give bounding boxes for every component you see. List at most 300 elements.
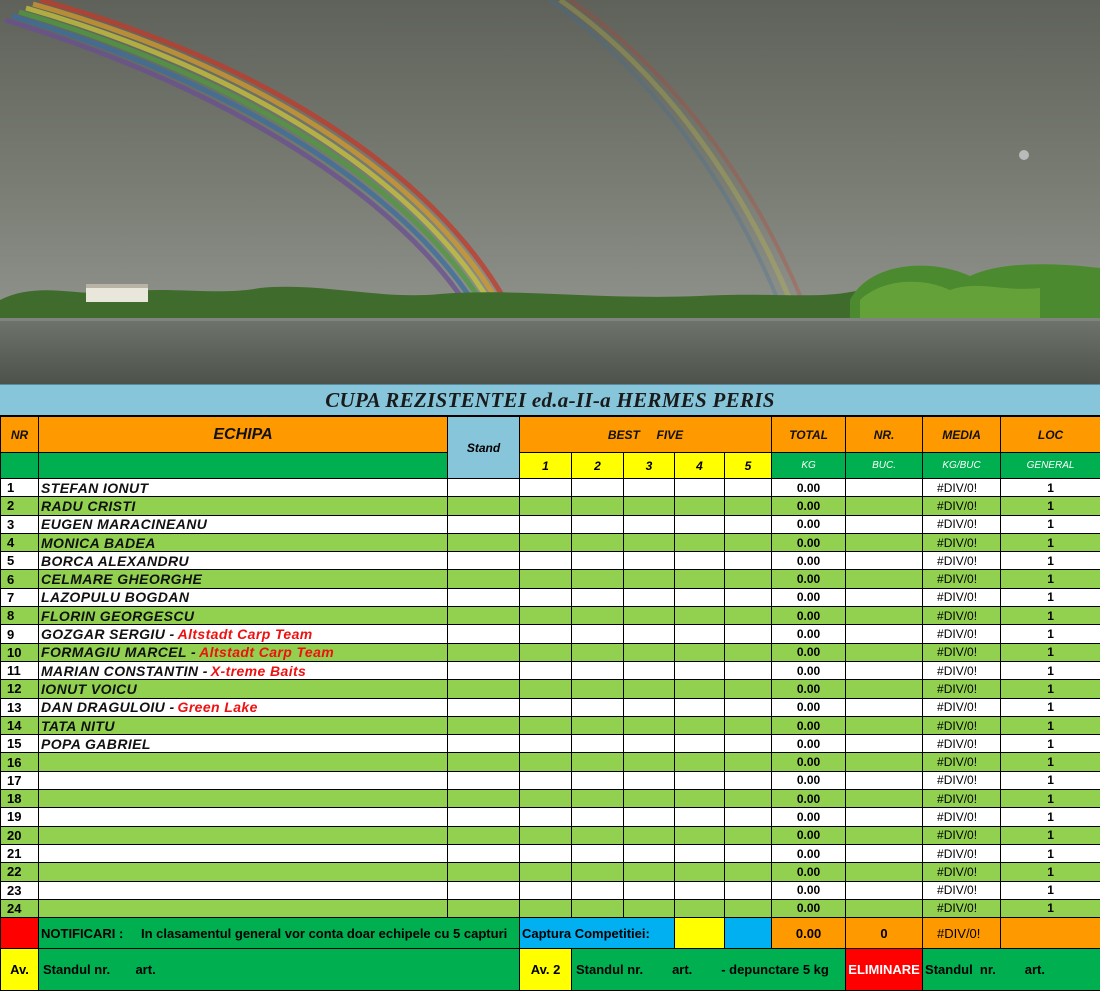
row-best-2[interactable]	[572, 863, 624, 881]
row-nr-buc[interactable]	[846, 497, 923, 515]
row-loc: 1	[1001, 753, 1100, 771]
header-best-five: BEST FIVE	[520, 417, 772, 453]
row-nr: 3	[1, 515, 39, 533]
row-best-5[interactable]	[725, 863, 772, 881]
row-best-2[interactable]	[572, 826, 624, 844]
row-best-3[interactable]	[624, 570, 675, 588]
row-best-2[interactable]	[572, 533, 624, 551]
table-row	[1, 533, 1100, 551]
row-echipa[interactable]	[39, 497, 448, 515]
row-nr: 7	[1, 588, 39, 606]
row-echipa[interactable]	[39, 716, 448, 734]
row-nr: 4	[1, 533, 39, 551]
subheader-nr-blank	[1, 453, 39, 479]
row-media: #DIV/0!	[923, 588, 1001, 606]
row-total-kg: 0.00	[772, 881, 846, 899]
row-best-3[interactable]	[624, 680, 675, 698]
row-stand[interactable]	[448, 570, 520, 588]
row-media: #DIV/0!	[923, 753, 1001, 771]
row-echipa[interactable]	[39, 753, 448, 771]
row-best-2[interactable]	[572, 716, 624, 734]
row-total-kg: 0.00	[772, 607, 846, 625]
row-echipa[interactable]	[39, 899, 448, 917]
row-loc: 1	[1001, 497, 1100, 515]
row-nr-buc[interactable]	[846, 607, 923, 625]
row-best-3[interactable]	[624, 479, 675, 497]
captura-total: 0.00	[772, 918, 846, 949]
row-stand[interactable]	[448, 661, 520, 679]
table-row	[1, 808, 1100, 826]
row-best-4[interactable]	[675, 716, 725, 734]
row-best-2[interactable]	[572, 698, 624, 716]
row-best-1[interactable]	[520, 515, 572, 533]
av2-label: Av. 2	[520, 949, 572, 991]
row-echipa[interactable]	[39, 479, 448, 497]
row-nr-buc[interactable]	[846, 552, 923, 570]
row-best-5[interactable]	[725, 588, 772, 606]
row-best-2[interactable]	[572, 844, 624, 862]
row-total-kg: 0.00	[772, 643, 846, 661]
row-total-kg: 0.00	[772, 497, 846, 515]
row-nr: 23	[1, 881, 39, 899]
team-member-name: FORMAGIU MARCEL -	[41, 644, 197, 661]
row-loc: 1	[1001, 899, 1100, 917]
row-best-5[interactable]	[725, 607, 772, 625]
row-best-5[interactable]	[725, 771, 772, 789]
row-best-5[interactable]	[725, 625, 772, 643]
row-loc: 1	[1001, 790, 1100, 808]
row-nr-buc[interactable]	[846, 881, 923, 899]
row-nr-buc[interactable]	[846, 479, 923, 497]
row-echipa[interactable]	[39, 570, 448, 588]
row-nr-buc[interactable]	[846, 533, 923, 551]
team-name: Altstadt Carp Team	[177, 626, 313, 643]
row-nr: 14	[1, 716, 39, 734]
row-best-4[interactable]	[675, 680, 725, 698]
row-best-5[interactable]	[725, 680, 772, 698]
header-loc: LOC	[1001, 417, 1100, 453]
row-echipa[interactable]	[39, 698, 448, 716]
notificari-label: NOTIFICARI :	[41, 925, 124, 941]
row-nr: 24	[1, 899, 39, 917]
row-total-kg: 0.00	[772, 533, 846, 551]
row-best-4[interactable]	[675, 844, 725, 862]
row-best-2[interactable]	[572, 607, 624, 625]
row-nr-buc[interactable]	[846, 790, 923, 808]
row-media: #DIV/0!	[923, 863, 1001, 881]
row-nr-buc[interactable]	[846, 735, 923, 753]
captura-yellow[interactable]	[675, 918, 725, 949]
row-stand[interactable]	[448, 497, 520, 515]
row-best-2[interactable]	[572, 771, 624, 789]
team-member-name: IONUT VOICU	[41, 680, 138, 697]
row-echipa[interactable]	[39, 661, 448, 679]
row-echipa[interactable]	[39, 607, 448, 625]
results-table	[0, 416, 1100, 991]
sheet-title: CUPA REZISTENTEI ed.a-II-a HERMES PERIS	[0, 384, 1100, 416]
row-best-4[interactable]	[675, 735, 725, 753]
row-best-3[interactable]	[624, 863, 675, 881]
row-best-3[interactable]	[624, 753, 675, 771]
row-best-4[interactable]	[675, 790, 725, 808]
table-row	[1, 863, 1100, 881]
row-best-2[interactable]	[572, 661, 624, 679]
row-best-5[interactable]	[725, 643, 772, 661]
row-best-3[interactable]	[624, 607, 675, 625]
row-best-2[interactable]	[572, 735, 624, 753]
row-best-5[interactable]	[725, 844, 772, 862]
row-nr-buc[interactable]	[846, 515, 923, 533]
table-row	[1, 698, 1100, 716]
row-best-5[interactable]	[725, 753, 772, 771]
row-stand[interactable]	[448, 881, 520, 899]
team-member-name: BORCA ALEXANDRU	[41, 552, 190, 569]
row-best-3[interactable]	[624, 771, 675, 789]
row-best-5[interactable]	[725, 790, 772, 808]
row-best-3[interactable]	[624, 808, 675, 826]
row-best-4[interactable]	[675, 698, 725, 716]
row-best-3[interactable]	[624, 716, 675, 734]
row-best-1[interactable]	[520, 661, 572, 679]
row-nr-buc[interactable]	[846, 661, 923, 679]
row-best-5[interactable]	[725, 826, 772, 844]
row-best-4[interactable]	[675, 826, 725, 844]
row-best-1[interactable]	[520, 479, 572, 497]
row-best-4[interactable]	[675, 570, 725, 588]
row-media: #DIV/0!	[923, 607, 1001, 625]
row-loc: 1	[1001, 716, 1100, 734]
row-best-2[interactable]	[572, 588, 624, 606]
row-best-1[interactable]	[520, 698, 572, 716]
row-stand[interactable]	[448, 643, 520, 661]
row-media: #DIV/0!	[923, 680, 1001, 698]
row-best-3[interactable]	[624, 735, 675, 753]
row-best-5[interactable]	[725, 808, 772, 826]
row-stand[interactable]	[448, 735, 520, 753]
team-member-name: STEFAN IONUT	[41, 479, 149, 496]
row-echipa[interactable]	[39, 808, 448, 826]
row-total-kg: 0.00	[772, 515, 846, 533]
row-echipa[interactable]	[39, 643, 448, 661]
row-best-1[interactable]	[520, 826, 572, 844]
row-media: #DIV/0!	[923, 479, 1001, 497]
row-total-kg: 0.00	[772, 625, 846, 643]
row-echipa[interactable]	[39, 680, 448, 698]
row-best-1[interactable]	[520, 790, 572, 808]
row-best-5[interactable]	[725, 698, 772, 716]
row-stand[interactable]	[448, 479, 520, 497]
row-echipa[interactable]	[39, 625, 448, 643]
row-best-3[interactable]	[624, 899, 675, 917]
row-stand[interactable]	[448, 588, 520, 606]
table-row	[1, 844, 1100, 862]
row-best-4[interactable]	[675, 643, 725, 661]
row-total-kg: 0.00	[772, 698, 846, 716]
row-echipa[interactable]	[39, 863, 448, 881]
row-stand[interactable]	[448, 716, 520, 734]
row-best-5[interactable]	[725, 570, 772, 588]
row-best-4[interactable]	[675, 607, 725, 625]
row-best-1[interactable]	[520, 497, 572, 515]
row-nr-buc[interactable]	[846, 680, 923, 698]
table-row	[1, 790, 1100, 808]
row-nr-buc[interactable]	[846, 771, 923, 789]
row-nr-buc[interactable]	[846, 844, 923, 862]
team-member-name: CELMARE GHEORGHE	[41, 571, 203, 588]
row-nr: 15	[1, 735, 39, 753]
row-nr-buc[interactable]	[846, 643, 923, 661]
row-total-kg: 0.00	[772, 899, 846, 917]
row-best-5[interactable]	[725, 497, 772, 515]
row-best-2[interactable]	[572, 680, 624, 698]
row-echipa[interactable]	[39, 844, 448, 862]
team-member-name: TATA NITU	[41, 717, 115, 734]
row-best-4[interactable]	[675, 899, 725, 917]
row-loc: 1	[1001, 826, 1100, 844]
row-best-3[interactable]	[624, 826, 675, 844]
row-stand[interactable]	[448, 607, 520, 625]
row-stand[interactable]	[448, 790, 520, 808]
row-best-2[interactable]	[572, 570, 624, 588]
row-nr-buc[interactable]	[846, 716, 923, 734]
av1-text: Standul nr. art.	[39, 949, 520, 991]
team-member-name: RADU CRISTI	[41, 497, 136, 514]
row-stand[interactable]	[448, 533, 520, 551]
table-row	[1, 826, 1100, 844]
row-nr-buc[interactable]	[846, 863, 923, 881]
row-nr-buc[interactable]	[846, 753, 923, 771]
team-member-name: MARIAN CONSTANTIN -	[41, 662, 208, 679]
row-best-3[interactable]	[624, 844, 675, 862]
row-best-1[interactable]	[520, 844, 572, 862]
row-best-2[interactable]	[572, 899, 624, 917]
row-echipa[interactable]	[39, 588, 448, 606]
row-echipa[interactable]	[39, 771, 448, 789]
subheader-buc: BUC.	[846, 453, 923, 479]
subheader-best-4: 4	[675, 453, 725, 479]
header-stand: Stand	[448, 417, 520, 479]
row-best-1[interactable]	[520, 625, 572, 643]
row-best-4[interactable]	[675, 625, 725, 643]
row-best-2[interactable]	[572, 881, 624, 899]
header-media: MEDIA	[923, 417, 1001, 453]
row-best-1[interactable]	[520, 570, 572, 588]
row-best-1[interactable]	[520, 552, 572, 570]
row-stand[interactable]	[448, 625, 520, 643]
row-echipa[interactable]	[39, 881, 448, 899]
row-best-2[interactable]	[572, 497, 624, 515]
team-member-name: POPA GABRIEL	[41, 735, 151, 752]
row-nr-buc[interactable]	[846, 570, 923, 588]
row-best-4[interactable]	[675, 479, 725, 497]
row-total-kg: 0.00	[772, 826, 846, 844]
row-echipa[interactable]	[39, 790, 448, 808]
row-loc: 1	[1001, 607, 1100, 625]
notificari-text: In clasamentul general vor conta doar echipele cu 5 capturi	[140, 925, 508, 941]
row-media: #DIV/0!	[923, 698, 1001, 716]
row-best-5[interactable]	[725, 735, 772, 753]
row-stand[interactable]	[448, 680, 520, 698]
row-loc: 1	[1001, 570, 1100, 588]
row-media: #DIV/0!	[923, 643, 1001, 661]
row-best-5[interactable]	[725, 899, 772, 917]
row-best-1[interactable]	[520, 533, 572, 551]
row-best-4[interactable]	[675, 661, 725, 679]
table-row	[1, 661, 1100, 679]
row-nr: 16	[1, 753, 39, 771]
row-media: #DIV/0!	[923, 844, 1001, 862]
subheader-kg: KG	[772, 453, 846, 479]
row-echipa[interactable]	[39, 515, 448, 533]
row-best-1[interactable]	[520, 899, 572, 917]
row-best-1[interactable]	[520, 771, 572, 789]
row-loc: 1	[1001, 533, 1100, 551]
row-best-4[interactable]	[675, 515, 725, 533]
row-best-2[interactable]	[572, 625, 624, 643]
row-best-4[interactable]	[675, 771, 725, 789]
row-nr: 22	[1, 863, 39, 881]
row-best-1[interactable]	[520, 808, 572, 826]
row-best-4[interactable]	[675, 753, 725, 771]
row-best-1[interactable]	[520, 680, 572, 698]
row-best-4[interactable]	[675, 552, 725, 570]
row-stand[interactable]	[448, 698, 520, 716]
row-media: #DIV/0!	[923, 552, 1001, 570]
row-loc: 1	[1001, 661, 1100, 679]
row-stand[interactable]	[448, 863, 520, 881]
row-best-3[interactable]	[624, 515, 675, 533]
row-best-2[interactable]	[572, 515, 624, 533]
row-stand[interactable]	[448, 515, 520, 533]
row-best-5[interactable]	[725, 552, 772, 570]
row-echipa[interactable]	[39, 552, 448, 570]
row-media: #DIV/0!	[923, 570, 1001, 588]
row-stand[interactable]	[448, 899, 520, 917]
row-stand[interactable]	[448, 771, 520, 789]
row-media: #DIV/0!	[923, 661, 1001, 679]
row-total-kg: 0.00	[772, 479, 846, 497]
row-echipa[interactable]	[39, 826, 448, 844]
table-row	[1, 552, 1100, 570]
captura-nr: 0	[846, 918, 923, 949]
table-row	[1, 570, 1100, 588]
row-best-3[interactable]	[624, 533, 675, 551]
row-best-5[interactable]	[725, 881, 772, 899]
row-best-3[interactable]	[624, 643, 675, 661]
row-nr: 20	[1, 826, 39, 844]
row-echipa[interactable]	[39, 735, 448, 753]
row-best-3[interactable]	[624, 881, 675, 899]
header-total: TOTAL	[772, 417, 846, 453]
team-member-name: GOZGAR SERGIU -	[41, 626, 175, 643]
row-best-1[interactable]	[520, 881, 572, 899]
row-best-2[interactable]	[572, 479, 624, 497]
row-nr-buc[interactable]	[846, 698, 923, 716]
row-stand[interactable]	[448, 826, 520, 844]
table-row	[1, 497, 1100, 515]
av1-label: Av.	[1, 949, 39, 991]
row-loc: 1	[1001, 680, 1100, 698]
row-loc: 1	[1001, 588, 1100, 606]
row-best-2[interactable]	[572, 753, 624, 771]
row-echipa[interactable]	[39, 533, 448, 551]
team-name: Green Lake	[177, 699, 258, 716]
row-stand[interactable]	[448, 552, 520, 570]
row-total-kg: 0.00	[772, 570, 846, 588]
table-row	[1, 588, 1100, 606]
row-loc: 1	[1001, 771, 1100, 789]
row-nr-buc[interactable]	[846, 808, 923, 826]
table-row	[1, 680, 1100, 698]
captura-loc-blank	[1001, 918, 1100, 949]
row-best-4[interactable]	[675, 881, 725, 899]
row-best-3[interactable]	[624, 698, 675, 716]
row-nr: 12	[1, 680, 39, 698]
row-total-kg: 0.00	[772, 552, 846, 570]
row-best-4[interactable]	[675, 808, 725, 826]
row-best-4[interactable]	[675, 863, 725, 881]
row-stand[interactable]	[448, 844, 520, 862]
row-best-1[interactable]	[520, 863, 572, 881]
row-best-3[interactable]	[624, 661, 675, 679]
row-best-2[interactable]	[572, 643, 624, 661]
row-best-1[interactable]	[520, 735, 572, 753]
row-best-5[interactable]	[725, 515, 772, 533]
row-loc: 1	[1001, 881, 1100, 899]
captura-cyan[interactable]	[725, 918, 772, 949]
row-best-1[interactable]	[520, 716, 572, 734]
subheader-general: GENERAL	[1001, 453, 1100, 479]
row-total-kg: 0.00	[772, 863, 846, 881]
row-nr-buc[interactable]	[846, 826, 923, 844]
row-total-kg: 0.00	[772, 771, 846, 789]
row-best-3[interactable]	[624, 588, 675, 606]
row-best-4[interactable]	[675, 588, 725, 606]
row-best-2[interactable]	[572, 552, 624, 570]
row-best-5[interactable]	[725, 716, 772, 734]
row-best-1[interactable]	[520, 753, 572, 771]
row-stand[interactable]	[448, 753, 520, 771]
row-loc: 1	[1001, 863, 1100, 881]
row-best-3[interactable]	[624, 625, 675, 643]
row-best-3[interactable]	[624, 552, 675, 570]
table-row	[1, 735, 1100, 753]
row-best-4[interactable]	[675, 533, 725, 551]
row-best-4[interactable]	[675, 497, 725, 515]
row-nr-buc[interactable]	[846, 588, 923, 606]
row-stand[interactable]	[448, 808, 520, 826]
row-media: #DIV/0!	[923, 625, 1001, 643]
notificari-marker	[1, 918, 39, 949]
row-best-1[interactable]	[520, 643, 572, 661]
team-member-name: FLORIN GEORGESCU	[41, 607, 195, 624]
captura-label: Captura Competitiei:	[520, 918, 675, 949]
row-best-2[interactable]	[572, 808, 624, 826]
row-best-3[interactable]	[624, 497, 675, 515]
row-best-2[interactable]	[572, 790, 624, 808]
eliminare-label: ELIMINARE	[846, 949, 923, 991]
row-best-3[interactable]	[624, 790, 675, 808]
row-best-5[interactable]	[725, 533, 772, 551]
header-nr: NR	[1, 417, 39, 453]
row-nr-buc[interactable]	[846, 899, 923, 917]
row-nr-buc[interactable]	[846, 625, 923, 643]
row-best-5[interactable]	[725, 479, 772, 497]
header-nr-buc: NR.	[846, 417, 923, 453]
row-best-5[interactable]	[725, 661, 772, 679]
row-best-1[interactable]	[520, 607, 572, 625]
row-best-1[interactable]	[520, 588, 572, 606]
